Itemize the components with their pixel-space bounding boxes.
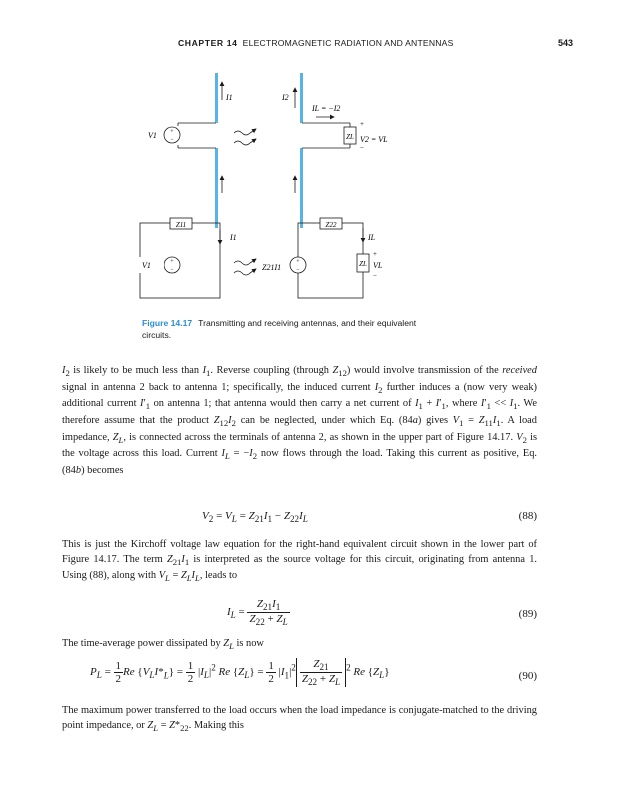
svg-text:IL = −I2: IL = −I2 bbox=[312, 104, 341, 113]
body-paragraph-1: $I_2$ is likely to be much less than $I_1$. Reverse coupling (through $Z_{12}$) would involve transmission of the received signal in antenna 2 back to antenna 1; specifically, the induced current $I_2$ further induces a (now very weak) additional current $I'_1$ on antenna 1; that antenna would then carry a net current of $I_1 + I'_1$, where $I'_1 << I_1$. We therefore assume that the product $Z_{12}I_2$ can be neglected, under which Eq. (84a) gives $V_1 = Z_{11}I_1$. A load impedance, $Z_L$, is connected across the terminals of antenna 2, as shown in the upper part of Figure 14.17. $V_2$ is the voltage across this load. Current $I_L = -I_2$ now flows through the load. Taking this current as positive, Eq. (84b) becomes bbox=[62, 365, 538, 477]
svg-text:−: − bbox=[170, 137, 174, 143]
svg-text:−: − bbox=[360, 144, 364, 152]
svg-text:−: − bbox=[170, 267, 174, 273]
svg-text:+: + bbox=[296, 259, 300, 265]
figure-label: Figure 14.17 bbox=[142, 318, 193, 328]
svg-text:Z11: Z11 bbox=[175, 221, 187, 229]
antenna2-upper-element bbox=[300, 73, 303, 123]
svg-text:−: − bbox=[296, 267, 300, 273]
svg-text:+: + bbox=[170, 259, 174, 265]
svg-text:−: − bbox=[373, 272, 377, 280]
bottom-equivalent-circuits bbox=[140, 218, 383, 298]
top-antenna-diagram bbox=[148, 73, 388, 228]
antenna1-upper-element bbox=[215, 73, 218, 123]
svg-text:Z22: Z22 bbox=[325, 221, 337, 229]
antenna2-lower-element bbox=[300, 148, 303, 228]
svg-text:I1: I1 bbox=[230, 233, 237, 242]
svg-text:ZL: ZL bbox=[346, 133, 354, 141]
body-paragraph-3: The time-average power dissipated by $Z_L$ is now bbox=[62, 638, 264, 652]
svg-text:+: + bbox=[170, 129, 174, 135]
body-paragraph-2: This is just the Kirchoff voltage law equation for the right-hand equivalent circuit shown in the lower part of Figure 14.17. The term $Z_{21}I_1$ is interpreted as the source voltage for this circuit, originating from antenna 1. Using (88), along with $V_L = Z_LI_L$, leads to bbox=[62, 539, 537, 584]
svg-text:+: + bbox=[360, 120, 364, 128]
svg-text:Z21I1: Z21I1 bbox=[262, 263, 282, 272]
svg-text:IL: IL bbox=[368, 233, 376, 242]
antenna1-lower-element bbox=[215, 148, 218, 228]
svg-text:I2: I2 bbox=[282, 93, 289, 102]
svg-text:V1: V1 bbox=[148, 131, 157, 140]
svg-text:I1: I1 bbox=[226, 93, 233, 102]
svg-text:+: + bbox=[373, 250, 377, 258]
figure-antenna-circuits bbox=[130, 68, 430, 313]
svg-text:V1: V1 bbox=[142, 261, 151, 270]
svg-text:ZL: ZL bbox=[359, 260, 367, 268]
svg-text:VL: VL bbox=[373, 261, 383, 270]
svg-text:V2 = VL: V2 = VL bbox=[360, 135, 388, 144]
body-paragraph-4: The maximum power transferred to the load occurs when the load impedance is conjugate-matched to the driving point impedance, or $Z_L = Z*_{22}$. Making this bbox=[62, 705, 537, 733]
page-number: 543 bbox=[558, 38, 574, 48]
page-header bbox=[0, 38, 627, 54]
figure-caption: Figure 14.17 Transmitting and receiving antennas, and their equivalent circuits. bbox=[142, 318, 417, 340]
chapter-heading: CHAPTER 14 ELECTROMAGNETIC RADIATION AND ANTENNAS bbox=[178, 38, 454, 48]
